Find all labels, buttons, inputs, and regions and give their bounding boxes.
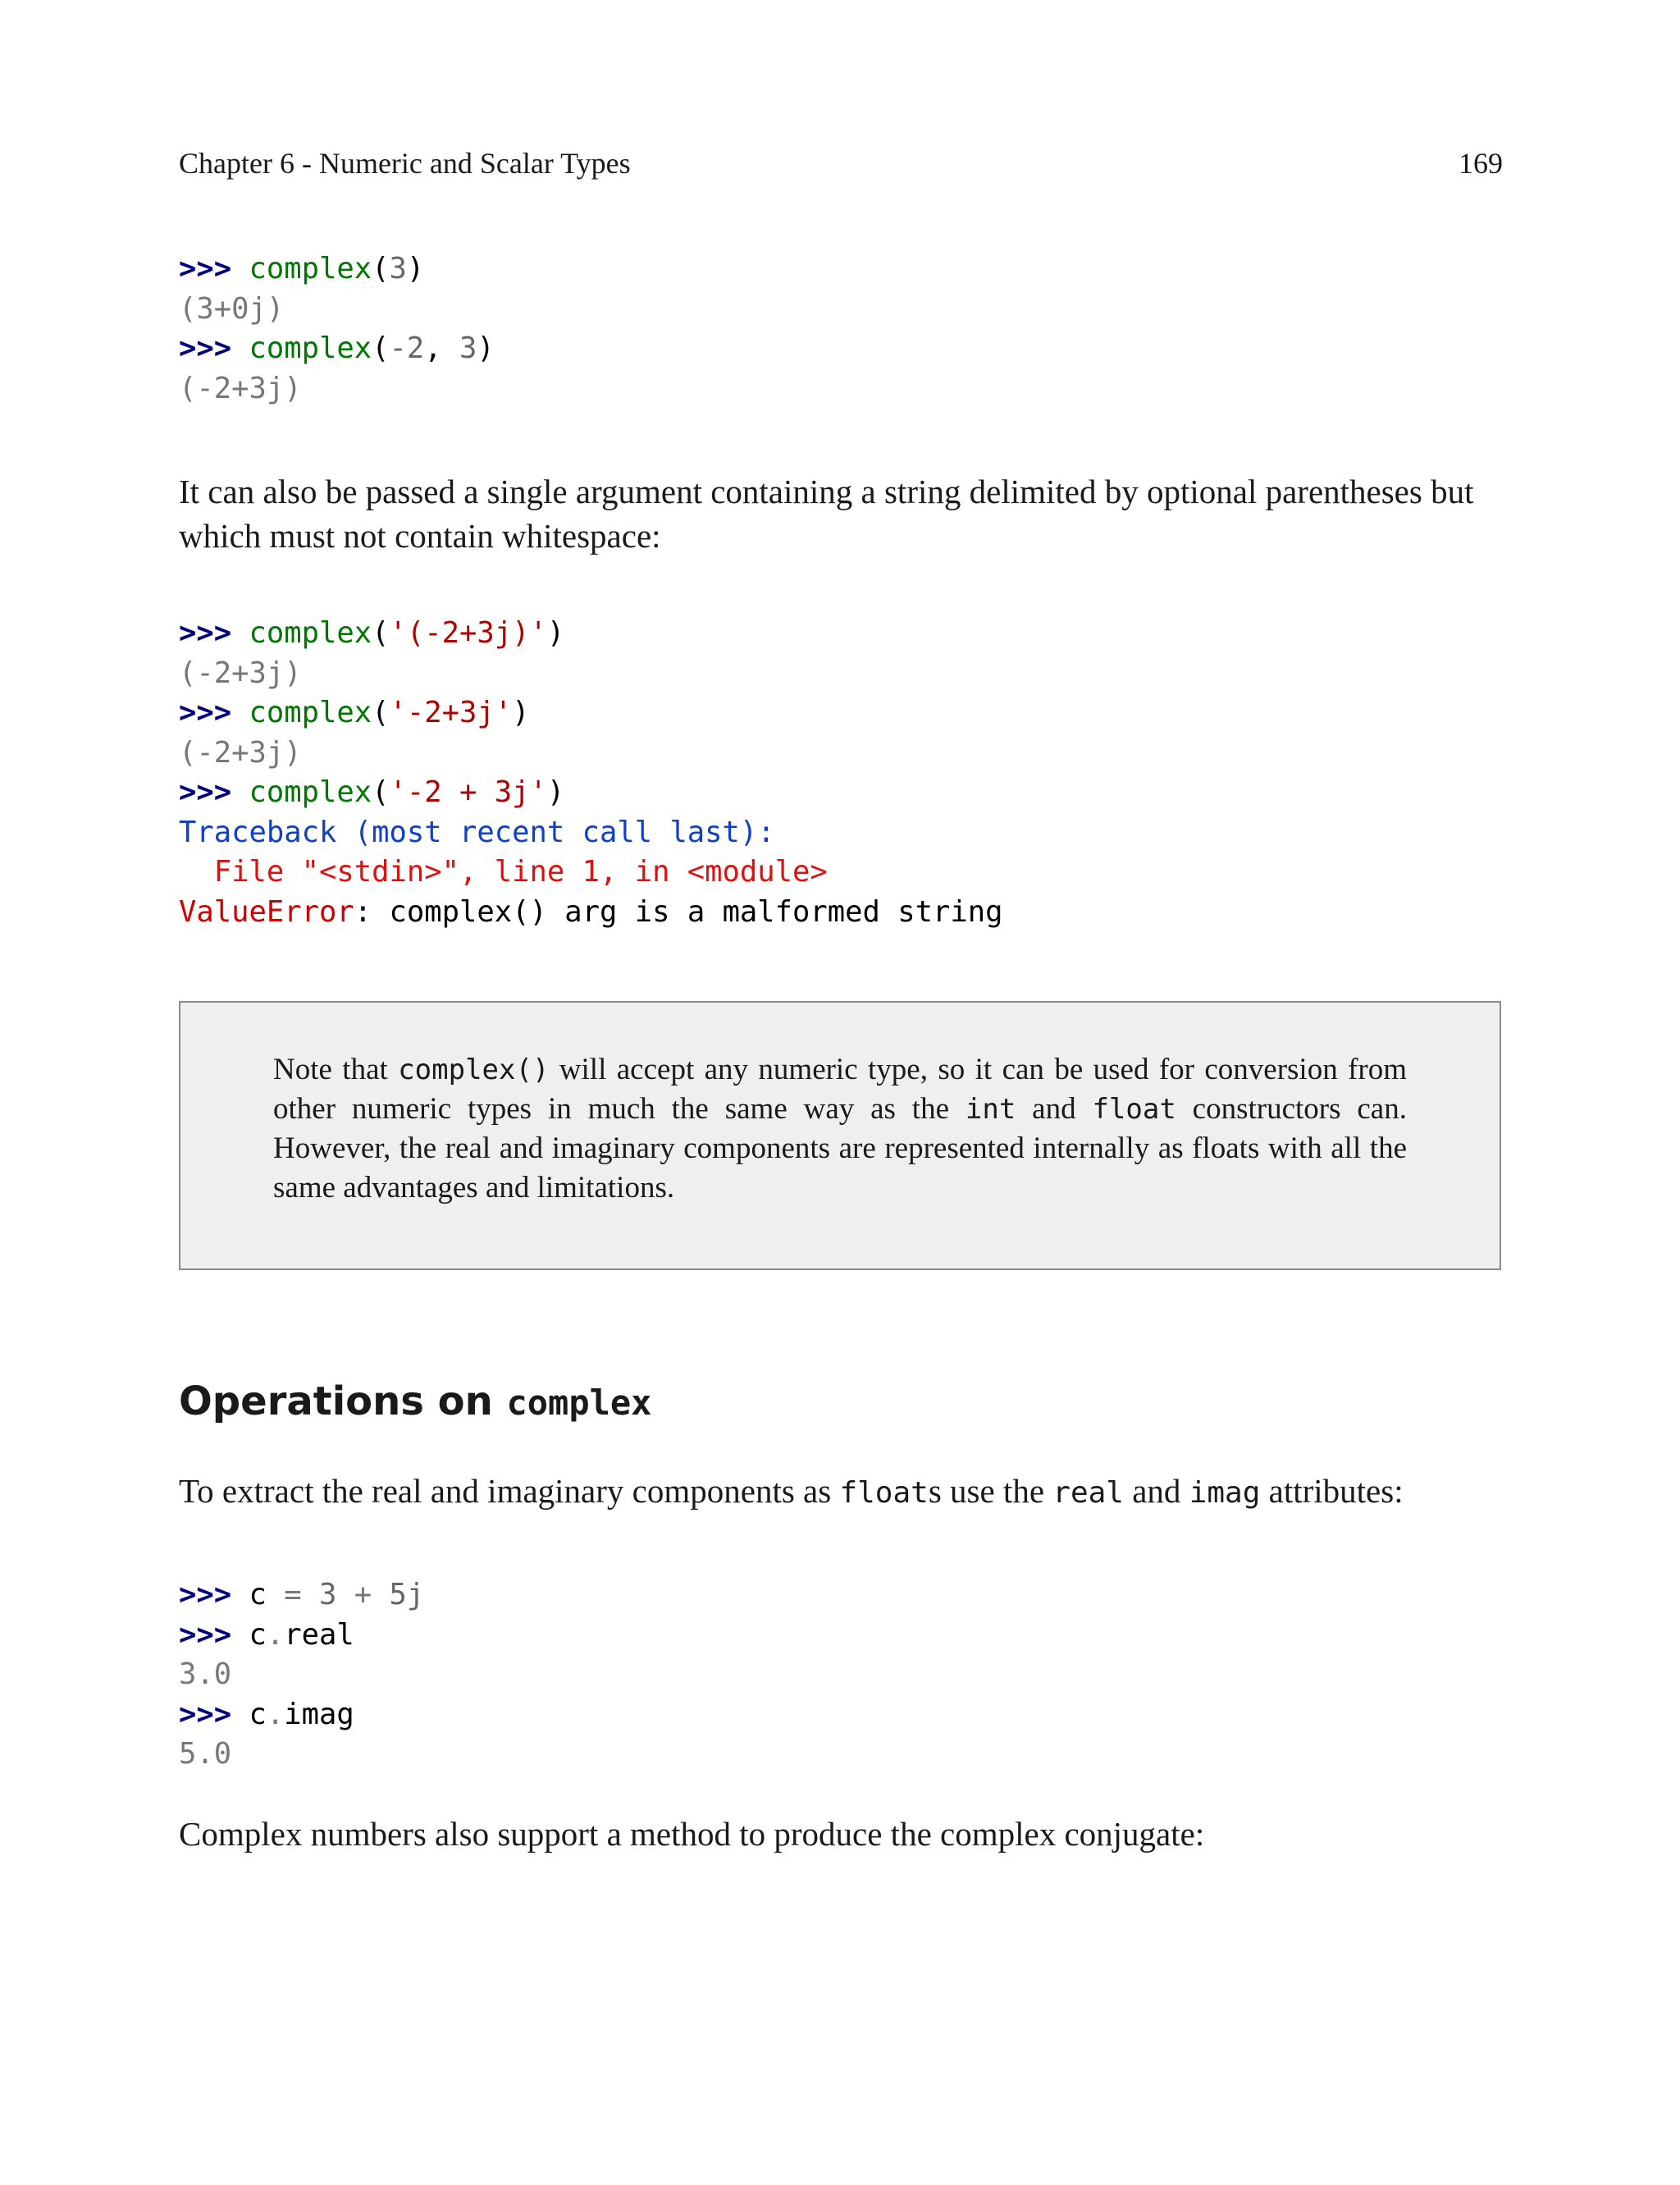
- repl-prompt: >>>: [179, 775, 232, 809]
- paragraph-text-part: and: [1123, 1472, 1189, 1510]
- section-heading-text: Operations on: [179, 1378, 507, 1424]
- code-line: >>> complex(3): [179, 252, 425, 286]
- code-number: 3: [459, 331, 477, 365]
- page-header: [179, 146, 1503, 187]
- inline-code: real: [1052, 1476, 1124, 1510]
- traceback-file: File "<stdin>", line 1, in <module>: [179, 855, 828, 889]
- paragraph-text-part: attributes:: [1260, 1472, 1404, 1510]
- code-output: (-2+3j): [179, 735, 302, 770]
- code-attribute: real: [284, 1617, 354, 1652]
- code-string: '(-2+3j)': [389, 616, 547, 650]
- running-head: Chapter 6 - Numeric and Scalar Types: [179, 147, 631, 180]
- code-block-complex-construct: [179, 249, 495, 409]
- code-function: complex: [249, 775, 372, 809]
- code-output: 5.0: [179, 1737, 232, 1771]
- code-number: 3: [389, 252, 407, 286]
- code-function: complex: [249, 616, 372, 650]
- repl-prompt: >>>: [179, 616, 232, 650]
- repl-prompt: >>>: [179, 1578, 232, 1611]
- code-number: 3: [319, 1578, 337, 1611]
- inline-code: float: [839, 1476, 929, 1510]
- page-number: 169: [1459, 147, 1503, 180]
- code-line: >>> complex(-2, 3): [179, 331, 495, 365]
- code-output: (3+0j): [179, 291, 285, 326]
- code-attribute: imag: [284, 1697, 354, 1731]
- repl-prompt: >>>: [179, 1617, 232, 1652]
- code-operator: =: [266, 1578, 319, 1611]
- code-line: [179, 893, 1003, 933]
- inline-code: complex(): [398, 1054, 550, 1086]
- inline-code: int: [965, 1093, 1016, 1126]
- code-operator: +: [336, 1578, 390, 1611]
- note-text-part: will accept any numeric type, so it can be used for conversion from other numeric types in much the same way as the: [273, 1053, 1408, 1126]
- code-number: -2: [389, 331, 425, 365]
- code-line: >>> complex('-2 + 3j'): [179, 775, 565, 809]
- code-line: [179, 1575, 424, 1616]
- repl-prompt: >>>: [179, 696, 232, 729]
- paragraph-text-part: To extract the real and imaginary components as: [179, 1472, 840, 1510]
- repl-prompt: >>>: [179, 252, 232, 286]
- code-line: [179, 1616, 424, 1656]
- code-block-real-imag: [179, 1575, 424, 1775]
- code-number: 5j: [389, 1578, 425, 1611]
- section-heading: [179, 1378, 651, 1424]
- error-type: ValueError: [179, 894, 354, 929]
- inline-code: float: [1092, 1093, 1176, 1126]
- code-output: (-2+3j): [179, 371, 302, 405]
- paragraph-text-part: s use the: [928, 1472, 1053, 1510]
- code-function: complex: [249, 252, 372, 286]
- code-operator: .: [266, 1617, 285, 1652]
- note-box: [179, 1001, 1501, 1270]
- code-line: [179, 1695, 424, 1735]
- code-block-complex-string: [179, 614, 1003, 932]
- note-text: [273, 1050, 1407, 1208]
- code-name: c: [249, 1617, 267, 1652]
- code-string: '-2+3j': [389, 696, 513, 729]
- paragraph-real-imag: [179, 1469, 1503, 1515]
- repl-prompt: >>>: [179, 1697, 232, 1731]
- code-function: complex: [249, 331, 372, 365]
- code-output: 3.0: [179, 1657, 232, 1691]
- note-text-part: and: [1016, 1092, 1093, 1126]
- error-message: : complex() arg is a malformed string: [354, 894, 1003, 929]
- code-operator: .: [266, 1697, 285, 1731]
- repl-prompt: >>>: [179, 331, 232, 365]
- paragraph-string-argument: It can also be passed a single argument containing a string delimited by optional parentheses but which must not contain whitespace:: [179, 473, 1474, 555]
- code-output: (-2+3j): [179, 656, 302, 690]
- code-function: complex: [249, 696, 372, 729]
- note-text-part: constructors can. However, the real and imaginary components are represented internally as floats with all the same advantages and limitations.: [273, 1092, 1407, 1204]
- code-name: c: [249, 1697, 267, 1731]
- note-text-part: Note that: [273, 1053, 399, 1086]
- inline-code: imag: [1189, 1476, 1261, 1510]
- paragraph-conjugate: Complex numbers also support a method to produce the complex conjugate:: [179, 1815, 1205, 1853]
- code-name: c: [249, 1578, 267, 1611]
- section-heading-code: complex: [506, 1383, 652, 1423]
- code-string: '-2 + 3j': [389, 775, 547, 809]
- traceback-header: Traceback (most recent call last):: [179, 815, 775, 849]
- code-line: >>> complex('(-2+3j)'): [179, 616, 565, 650]
- code-line: >>> complex('-2+3j'): [179, 696, 530, 729]
